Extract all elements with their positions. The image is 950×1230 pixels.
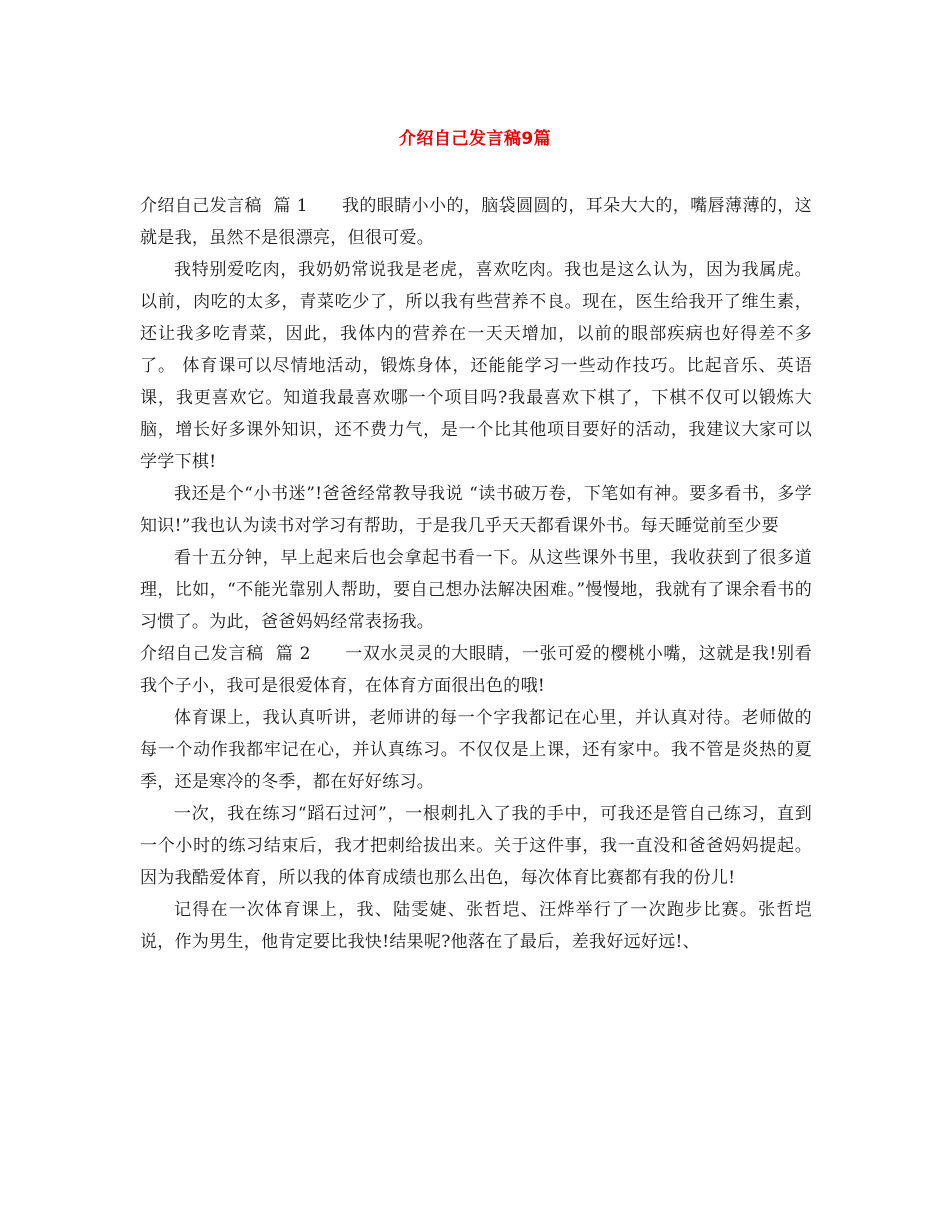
section-1-paragraph-3: 看十五分钟，早上起来后也会拿起书看一下。从这些课外书里，我收获到了很多道理，比如，“不能光靠别人帮助，要自己想办法解决困难。”慢慢地，我就有了课余看书的习惯了。为此，爸爸妈妈经常表扬我。 — [140, 548, 812, 632]
document-title: 介绍自己发言稿9篇 — [398, 129, 552, 149]
section-2-heading: 介绍自己发言稿 篇 2 — [140, 644, 311, 664]
section-1-paragraph-2: 我还是个“小书迷”!爸爸经常教导我说 “读书破万卷，下笔如有神。要多看书，多学知识!”我也认为读书对学习有帮助，于是我几乎天天都看课外书。每天睡觉前至少要 — [140, 484, 812, 536]
section-2-paragraph-1: 体育课上，我认真听讲，老师讲的每一个字我都记在心里，并认真对待。老师做的每一个动作我都牢记在心，并认真练习。不仅仅是上课，还有家中。我不管是炎热的夏季，还是寒冷的冬季，都在好好练习。 — [140, 708, 812, 792]
document-body — [140, 190, 812, 958]
section-1-paragraph-1: 我特别爱吃肉，我奶奶常说我是老虎，喜欢吃肉。我也是这么认为，因为我属虎。以前，肉吃的太多，青菜吃少了，所以我有些营养不良。现在，医生给我开了维生素，还让我多吃青菜，因此，我体内的营养在一天天增加，以前的眼部疾病也好得差不多了。 体育课可以尽情地活动，锻炼身体，还能能学习一些动作技巧。比起音乐、英语课，我更喜欢它。知道我最喜欢哪一个项目吗?我最喜欢下棋了，下棋不仅可以锻炼大脑，增长好多课外知识，还不费力气，是一个比其他项目要好的活动，我建议大家可以学学下棋! — [140, 260, 812, 472]
section-2-intro — [140, 638, 812, 702]
section-1-first-text: 我的眼睛小小的，脑袋圆圆的，耳朵大大的，嘴唇薄薄的，这就是我，虽然不是很漂亮，但很可爱。 — [140, 196, 812, 248]
section-1-intro — [140, 190, 812, 254]
section-2-paragraph-2: 一次，我在练习“蹈石过河”，一根刺扎入了我的手中，可我还是管自己练习，直到一个小时的练习结束后，我才把刺给拔出来。关于这件事，我一直没和爸爸妈妈提起。 因为我酷爱体育，所以我的体育成绩也那么出色，每次体育比赛都有我的份儿! — [140, 804, 812, 888]
section-2-paragraph-3: 记得在一次体育课上，我、陆雯婕、张哲垲、汪烨举行了一次跑步比赛。张哲垲说，作为男生，他肯定要比我快!结果呢?他落在了最后，差我好远好远!、 — [140, 900, 812, 952]
section-1-heading: 介绍自己发言稿 篇 1 — [140, 196, 308, 216]
section-2-first-text: 一双水灵灵的大眼睛，一张可爱的樱桃小嘴，这就是我!别看我个子小，我可是很爱体育，在体育方面很出色的哦! — [140, 644, 812, 696]
